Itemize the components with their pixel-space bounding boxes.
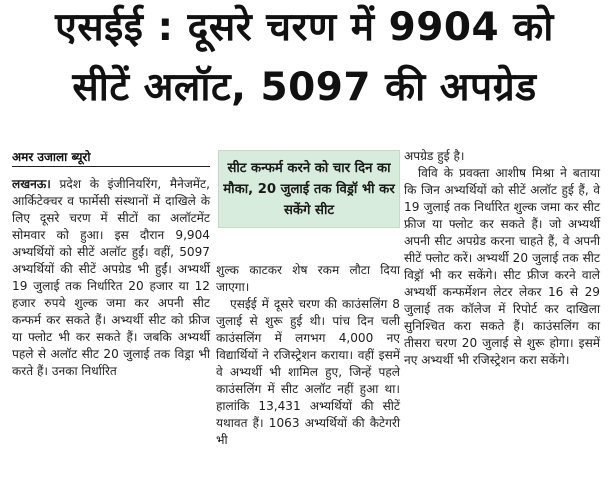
byline-divider	[12, 166, 210, 167]
byline: अमर उजाला ब्यूरो	[12, 150, 91, 164]
column-1-text: प्रदेश के इंजीनियरिंग, मैनेजमेंट, आर्किटेक्चर व फार्मेसी संस्थानों में दाखिले के लिए दूसरे चरण में सीटों का अलॉटमेंट सोमवार को हुआ। इस दौरान 9,904 अभ्यर्थियों को सीटें अलॉट हुईं। वहीं, 5097 अभ्यर्थियों की सीटें अपग्रेड भी हुईं। अभ्यर्थी 19 जुलाई तक निर्धारित 20 हजार या 12 हजार रुपये शुल्क जमा कर अपनी सीट कन्फर्म कर सकते हैं। अभ्यर्थी सीट को फ्रीज या फ्लोट भी कर सकते हैं। जबकि अभ्यर्थी पहले से अलॉट सीट 20 जुलाई तक विड्रा भी करते हैं। उनका निर्धारित	[12, 177, 210, 378]
column-2-para-2: एसईई में दूसरे चरण की काउंसलिंग 8 जुलाई से शुरू हुई थी। पांच दिन चली काउंसलिंग में लगभग 4,000 नए विद्यार्थियों ने रजिस्ट्रेशन कराया। वहीं इसमें वे अभ्यर्थी भी शामिल हुए, जिन्हें पहले काउंसलिंग में सीट अलॉट नहीं हुआ था। हालांकि 13,431 अभ्यर्थियों की सीटें यथावत हैं। 1063 अभ्यर्थियों की कैटेगरी भी	[216, 297, 400, 447]
headline-line-2: सीटें अलॉट, 5097 की अपग्रेड	[72, 65, 537, 110]
dateline: लखनऊ।	[12, 177, 51, 191]
article-column-1	[12, 176, 210, 380]
column-3-para-2: विवि के प्रवक्ता आशीष मिश्रा ने बताया कि जिन अभ्यर्थियों को सीटें अलॉट हुई हैं, वे 19 जुलाई तक निर्धारित शुल्क जमा कर सीट फ्रीज या फ्लोट कर सकते हैं। जो अभ्यर्थी अपनी सीट अपग्रेड करना चाहते हैं, वे अपनी सीटें फ्लोट करें। अभ्यर्थी 20 जुलाई तक सीट विड्रॉ भी कर सकेंगे। सीट फ्रीज करने वाले अभ्यर्थी कन्फर्मेशन लेटर लेकर 16 से 29 जुलाई तक कॉलेज में रिपोर्ट कर दाखिला सुनिश्चित करा सकते हैं। काउंसलिंग का तीसरा चरण 20 जुलाई से शुरू होगा। इसमें नए अभ्यर्थी भी रजिस्ट्रेशन करा सकेंगे।	[404, 166, 600, 367]
article-column-2	[216, 262, 400, 449]
headline-line-1: एसईई : दूसरे चरण में 9904 को	[55, 5, 554, 50]
column-2-para-1: शुल्क काटकर शेष रकम लौटा दिया जाएगा।	[216, 263, 400, 294]
article-column-3	[404, 148, 600, 369]
column-3-para-1: अपग्रेड हुई है।	[404, 149, 465, 163]
highlight-box: सीट कन्फर्म करने को चार दिन का मौका, 20 जुलाई तक विड्रॉ भी कर सकेंगे सीट	[218, 150, 400, 228]
